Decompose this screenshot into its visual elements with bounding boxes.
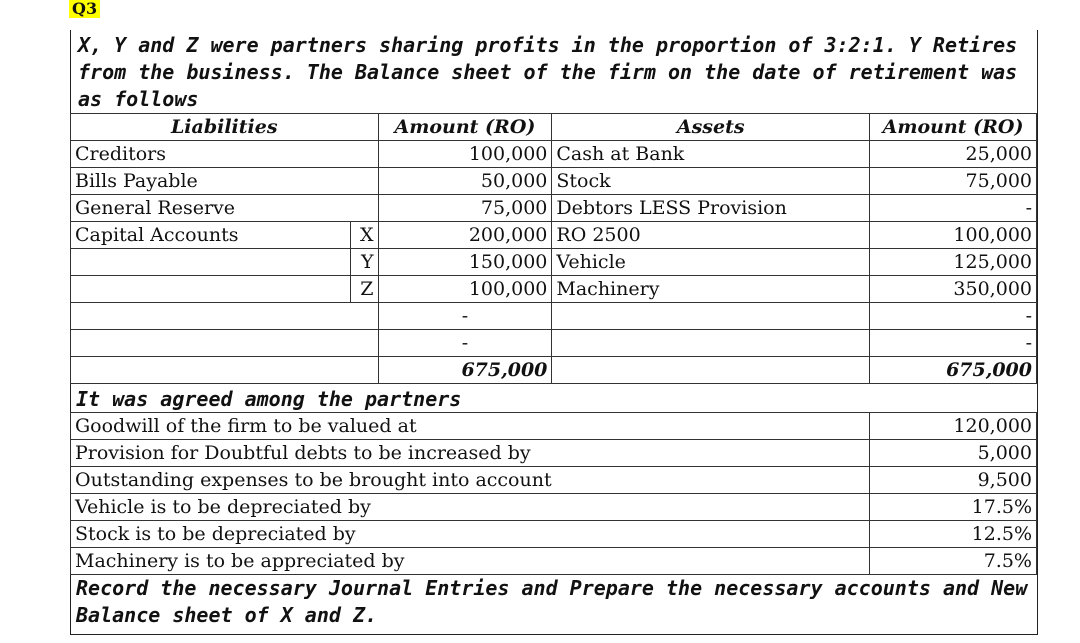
instruction-text: Record the necessary Journal Entries and Prepare the necessary accounts and New Balance sheet of X and Z. — [76, 576, 1028, 627]
liability-name: Capital Accounts — [71, 222, 351, 249]
asset-amount: 125,000 — [870, 249, 1037, 276]
total-label-cell — [71, 357, 379, 384]
agreement-text: Provision for Doubtful debts to be increased by — [71, 440, 870, 467]
agreement-value: 9,500 — [870, 467, 1037, 494]
total-liabilities: 675,000 — [378, 357, 552, 384]
total-assets-label-cell — [552, 357, 870, 384]
agreement-text: Stock is to be depreciated by — [71, 521, 870, 548]
asset-amount: - — [870, 195, 1037, 222]
liability-amount: 50,000 — [378, 168, 552, 195]
asset-amount: - — [870, 330, 1037, 357]
amount-right-header: Amount (RO) — [870, 114, 1037, 141]
liability-amount: 200,000 — [378, 222, 552, 249]
asset-name — [552, 303, 870, 330]
agreement-text: Vehicle is to be depreciated by — [71, 494, 870, 521]
asset-name — [552, 330, 870, 357]
partner-label: X — [350, 222, 378, 249]
liability-amount: 100,000 — [378, 276, 552, 303]
liability-name — [71, 276, 351, 303]
agreement-row — [71, 467, 1037, 494]
asset-name: Machinery — [552, 276, 870, 303]
liability-amount: - — [378, 303, 552, 330]
asset-amount: 350,000 — [870, 276, 1037, 303]
liability-name: Bills Payable — [71, 168, 351, 195]
table-row — [71, 168, 1037, 195]
asset-amount: 25,000 — [870, 141, 1037, 168]
liability-name: Creditors — [71, 141, 351, 168]
asset-name: Cash at Bank — [552, 141, 870, 168]
agreement-row — [71, 548, 1037, 575]
table-row — [71, 330, 1037, 357]
agreements-table — [70, 412, 1037, 575]
liability-name — [71, 303, 379, 330]
balance-sheet-header-row — [71, 114, 1037, 141]
agreement-row — [71, 413, 1037, 440]
table-row — [71, 303, 1037, 330]
total-assets: 675,000 — [870, 357, 1037, 384]
liabilities-header: Liabilities — [71, 114, 379, 141]
asset-name: Vehicle — [552, 249, 870, 276]
question-label: Q3 — [69, 0, 100, 18]
table-row — [71, 276, 1037, 303]
assets-header: Assets — [552, 114, 870, 141]
agreement-text: Outstanding expenses to be brought into account — [71, 467, 870, 494]
asset-name: Debtors LESS Provision — [552, 195, 870, 222]
partner-label: Y — [350, 249, 378, 276]
agreement-value: 5,000 — [870, 440, 1037, 467]
agreement-text: Goodwill of the firm to be valued at — [71, 413, 870, 440]
balance-sheet-table — [70, 113, 1037, 384]
asset-amount: 75,000 — [870, 168, 1037, 195]
liability-amount: 75,000 — [378, 195, 552, 222]
agreement-row — [71, 521, 1037, 548]
liability-name: General Reserve — [71, 195, 351, 222]
liability-name — [71, 330, 379, 357]
agreement-value: 17.5% — [870, 494, 1037, 521]
table-row — [71, 195, 1037, 222]
agreement-row — [71, 440, 1037, 467]
agreements-section — [70, 386, 1037, 629]
table-row — [71, 249, 1037, 276]
agreement-value: 12.5% — [870, 521, 1037, 548]
agreements-heading: It was agreed among the partners — [76, 387, 462, 411]
asset-amount: 100,000 — [870, 222, 1037, 249]
table-row — [71, 222, 1037, 249]
liability-amount: 100,000 — [378, 141, 552, 168]
agreement-value: 7.5% — [870, 548, 1037, 575]
amount-left-header: Amount (RO) — [378, 114, 552, 141]
question-intro: X, Y and Z were partners sharing profits in the proportion of 3:2:1. Y Retires from the business. The Balance sheet of the firm on the date of retirement was as follows — [78, 33, 1018, 111]
asset-name: RO 2500 — [552, 222, 870, 249]
agreement-text: Machinery is to be appreciated by — [71, 548, 870, 575]
partner-label: Z — [350, 276, 378, 303]
liability-amount: 150,000 — [378, 249, 552, 276]
table-row — [71, 141, 1037, 168]
liability-name — [71, 249, 351, 276]
partner-label — [350, 195, 378, 222]
partner-label — [350, 141, 378, 168]
agreement-value: 120,000 — [870, 413, 1037, 440]
asset-name: Stock — [552, 168, 870, 195]
liability-amount: - — [378, 330, 552, 357]
partner-label — [350, 168, 378, 195]
balance-sheet-total-row — [71, 357, 1037, 384]
asset-amount: - — [870, 303, 1037, 330]
agreement-row — [71, 494, 1037, 521]
